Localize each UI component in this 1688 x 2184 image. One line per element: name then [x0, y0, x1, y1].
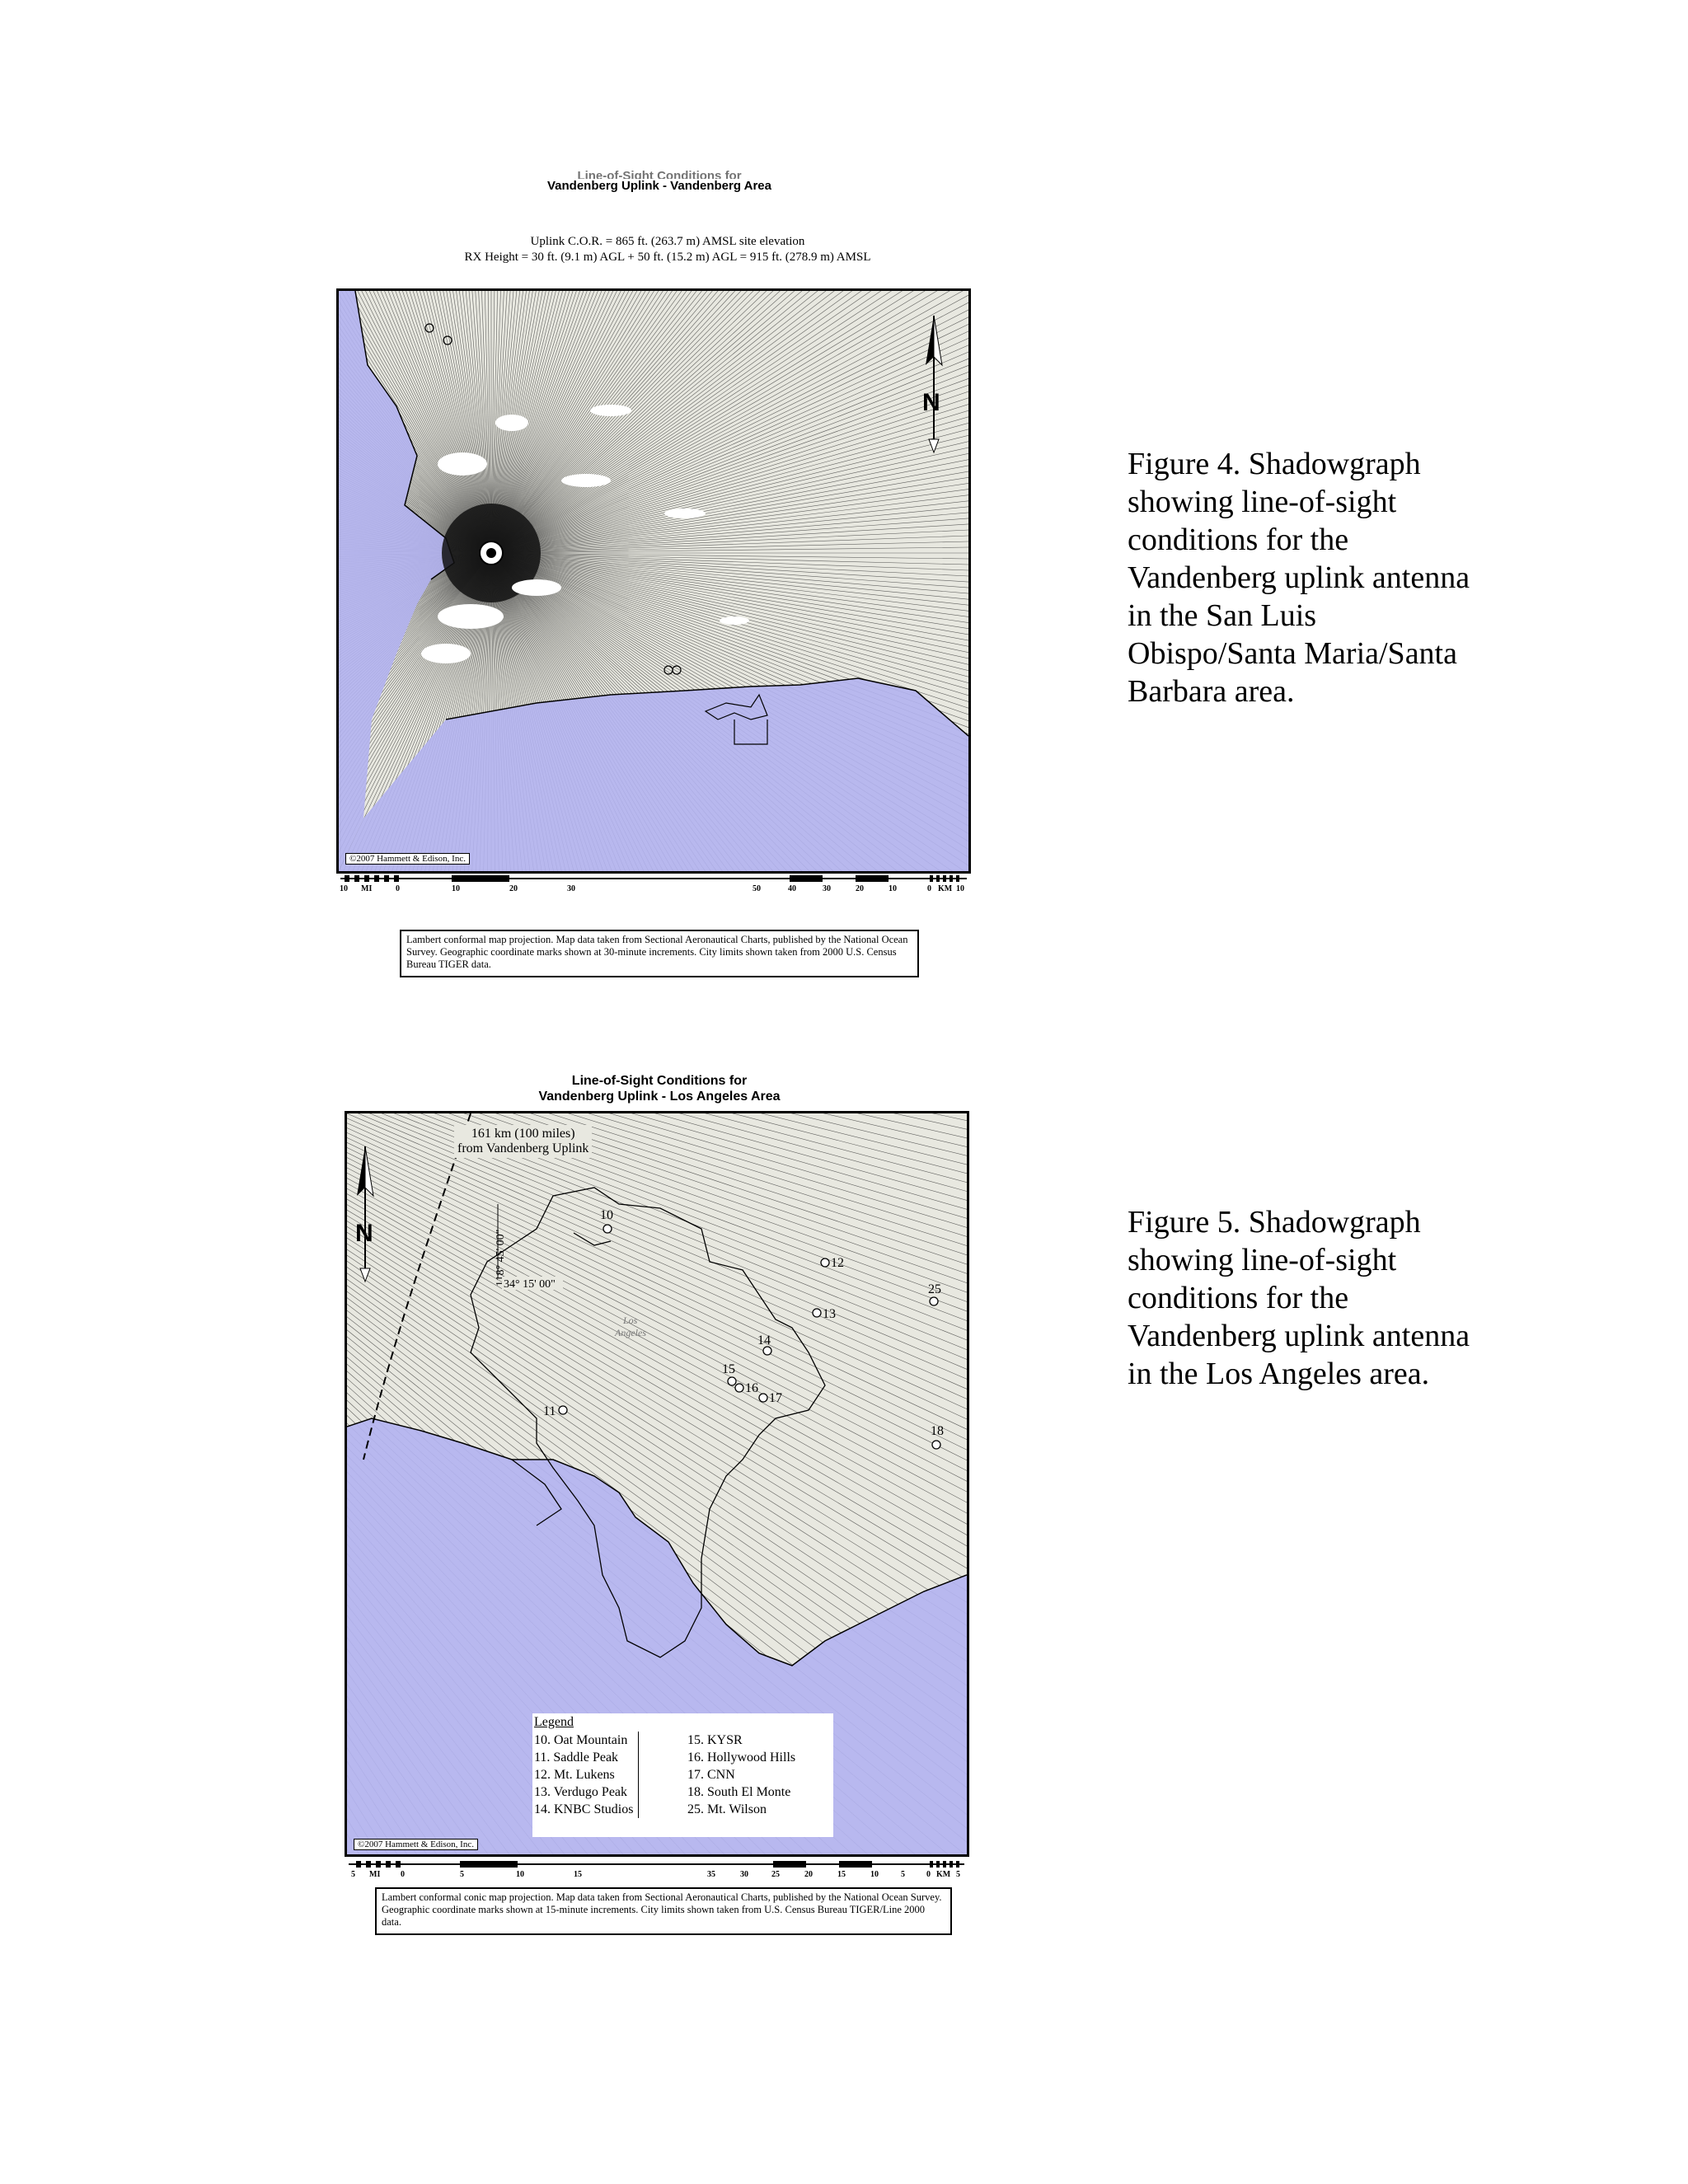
fig5-legend-title: Legend [534, 1715, 574, 1729]
fig4-scale-tick: 10 [452, 884, 460, 893]
fig5-scale-bar-graphic [345, 1859, 969, 1869]
fig4-scale-tick: 10 [956, 884, 964, 893]
fig5-scale-unit-km: KM [936, 1870, 951, 1879]
fig5-scale-bar [345, 1859, 969, 1881]
fig5-site-label-14: 14 [757, 1333, 771, 1347]
fig5-site-label-18: 18 [931, 1424, 944, 1438]
legend-item: 11. Saddle Peak [534, 1750, 619, 1765]
legend-item: 12. Mt. Lukens [534, 1768, 615, 1782]
fig5-scale-tick: 20 [804, 1870, 813, 1879]
fig5-title-line2: Vandenberg Uplink - Los Angeles Area [538, 1090, 781, 1104]
fig5-scale-tick: 10 [870, 1870, 879, 1879]
legend-item: 25. Mt. Wilson [687, 1802, 767, 1816]
fig4-scale-unit-km: KM [938, 884, 953, 893]
fig4-scale-tick: 0 [927, 884, 931, 893]
legend-item: 15. KYSR [687, 1733, 743, 1747]
fig5-site-label-10: 10 [600, 1208, 613, 1222]
legend-item: 16. Hollywood Hills [687, 1750, 796, 1765]
legend-item: 17. CNN [687, 1768, 735, 1782]
fig5-site-label-12: 12 [831, 1256, 844, 1270]
fig5-scale-tick: 10 [516, 1870, 524, 1879]
fig5-distance-label [454, 1125, 592, 1158]
fig5-map [345, 1111, 969, 1857]
fig5-site-label-11: 11 [543, 1404, 556, 1418]
fig5-scale-tick: 30 [740, 1870, 748, 1879]
legend-item: 18. South El Monte [687, 1785, 791, 1799]
fig5-site-label-17: 17 [769, 1391, 782, 1405]
fig5-map-note: Lambert conformal conic map projection. Map data taken from Sectional Aeronautical Charts, published by the National Ocean Survey. Geographic coordinate marks shown at 15-minute increments. City limits shown taken from U.S. Census Bureau TIGER/Line 2000 data. [375, 1887, 952, 1935]
fig5-scale-tick: 15 [837, 1870, 846, 1879]
fig4-subtitle-line1: Uplink C.O.R. = 865 ft. (263.7 m) AMSL site elevation [530, 235, 805, 248]
fig4-scale-tick: 50 [753, 884, 761, 893]
fig4-scale-tick: 20 [509, 884, 518, 893]
fig5-site-label-15: 15 [722, 1362, 735, 1376]
fig5-map-title [429, 1073, 890, 1104]
fig4-map-note: Lambert conformal map projection. Map data taken from Sectional Aeronautical Charts, published by the National Ocean Survey. Geographic coordinate marks shown at 30-minute increments. City limits shown taken from 2000 U.S. Census Bureau TIGER data. [400, 930, 919, 977]
fig5-site-label-25: 25 [928, 1282, 941, 1296]
fig5-scale-tick: 25 [771, 1870, 780, 1879]
fig4-map-title [429, 169, 890, 194]
fig4-scale-tick: 0 [396, 884, 400, 893]
fig4-scale-tick: 30 [567, 884, 575, 893]
fig5-scale-tick: 0 [401, 1870, 405, 1879]
fig5-longitude-label: 118° 45' 00" [495, 1229, 507, 1286]
fig5-distance-label-line2: from Vandenberg Uplink [457, 1141, 589, 1155]
fig4-title-line2: Vandenberg Uplink - Vandenberg Area [546, 179, 771, 193]
fig5-site-label-16: 16 [745, 1381, 758, 1395]
fig5-scale-tick: 5 [351, 1870, 355, 1879]
fig5-city-label-line1: Los [623, 1315, 638, 1326]
fig5-scale-tick: 15 [574, 1870, 582, 1879]
fig4-caption: Figure 4. Shadowgraph showing line-of-sight conditions for the Vandenberg uplink antenna in the San Luis Obispo/Santa Maria/Santa Barbara area. [1128, 447, 1470, 709]
fig5-scale-tick: 5 [956, 1870, 960, 1879]
fig4-map-svg [339, 291, 968, 871]
fig4-scale-bar [336, 874, 971, 895]
legend-item: 10. Oat Mountain [534, 1733, 628, 1747]
fig5-legend-col1 [534, 1732, 639, 1818]
fig5-scale-tick: 5 [901, 1870, 905, 1879]
fig4-copyright: ©2007 Hammett & Edison, Inc. [345, 853, 470, 865]
fig4-scale-unit-mi: MI [361, 884, 373, 893]
fig4-north-label: N [922, 389, 940, 416]
fig5-title-line1: Line-of-Sight Conditions for [571, 1074, 748, 1088]
fig5-scale-tick: 5 [460, 1870, 464, 1879]
legend-item: 14. KNBC Studios [534, 1802, 634, 1816]
fig5-legend [532, 1713, 833, 1837]
fig5-scale-unit-mi: MI [369, 1870, 381, 1879]
fig5-latitude-label: 34° 15' 00" [504, 1278, 556, 1291]
fig5-legend-col2 [687, 1732, 800, 1818]
fig4-subtitle-line2: RX Height = 30 ft. (9.1 m) AGL + 50 ft. (15.2 m) AGL = 915 ft. (278.9 m) AMSL [464, 251, 871, 264]
fig4-scale-bar-graphic [336, 874, 971, 883]
fig5-caption: Figure 5. Shadowgraph showing line-of-sight conditions for the Vandenberg uplink antenna in the Los Angeles area. [1128, 1205, 1470, 1391]
fig4-scale-tick: 30 [823, 884, 831, 893]
fig5-site-label-13: 13 [823, 1307, 836, 1321]
fig5-scale-tick: 0 [926, 1870, 931, 1879]
fig5-city-label-line2: Angeles [615, 1327, 646, 1338]
fig4-scale-tick: 10 [340, 884, 348, 893]
fig5-copyright: ©2007 Hammett & Edison, Inc. [354, 1839, 478, 1850]
fig4-scale-tick: 10 [889, 884, 897, 893]
fig5-distance-label-line1: 161 km (100 miles) [471, 1127, 575, 1141]
fig4-title-line1: Line-of-Sight Conditions for [577, 169, 742, 179]
fig5-scale-tick: 35 [707, 1870, 715, 1879]
fig4-scale-tick: 40 [788, 884, 796, 893]
fig4-map [336, 288, 971, 874]
fig4-subtitle [346, 234, 989, 265]
fig5-north-label: N [355, 1220, 373, 1247]
fig4-scale-tick: 20 [856, 884, 864, 893]
legend-item: 13. Verdugo Peak [534, 1785, 628, 1799]
